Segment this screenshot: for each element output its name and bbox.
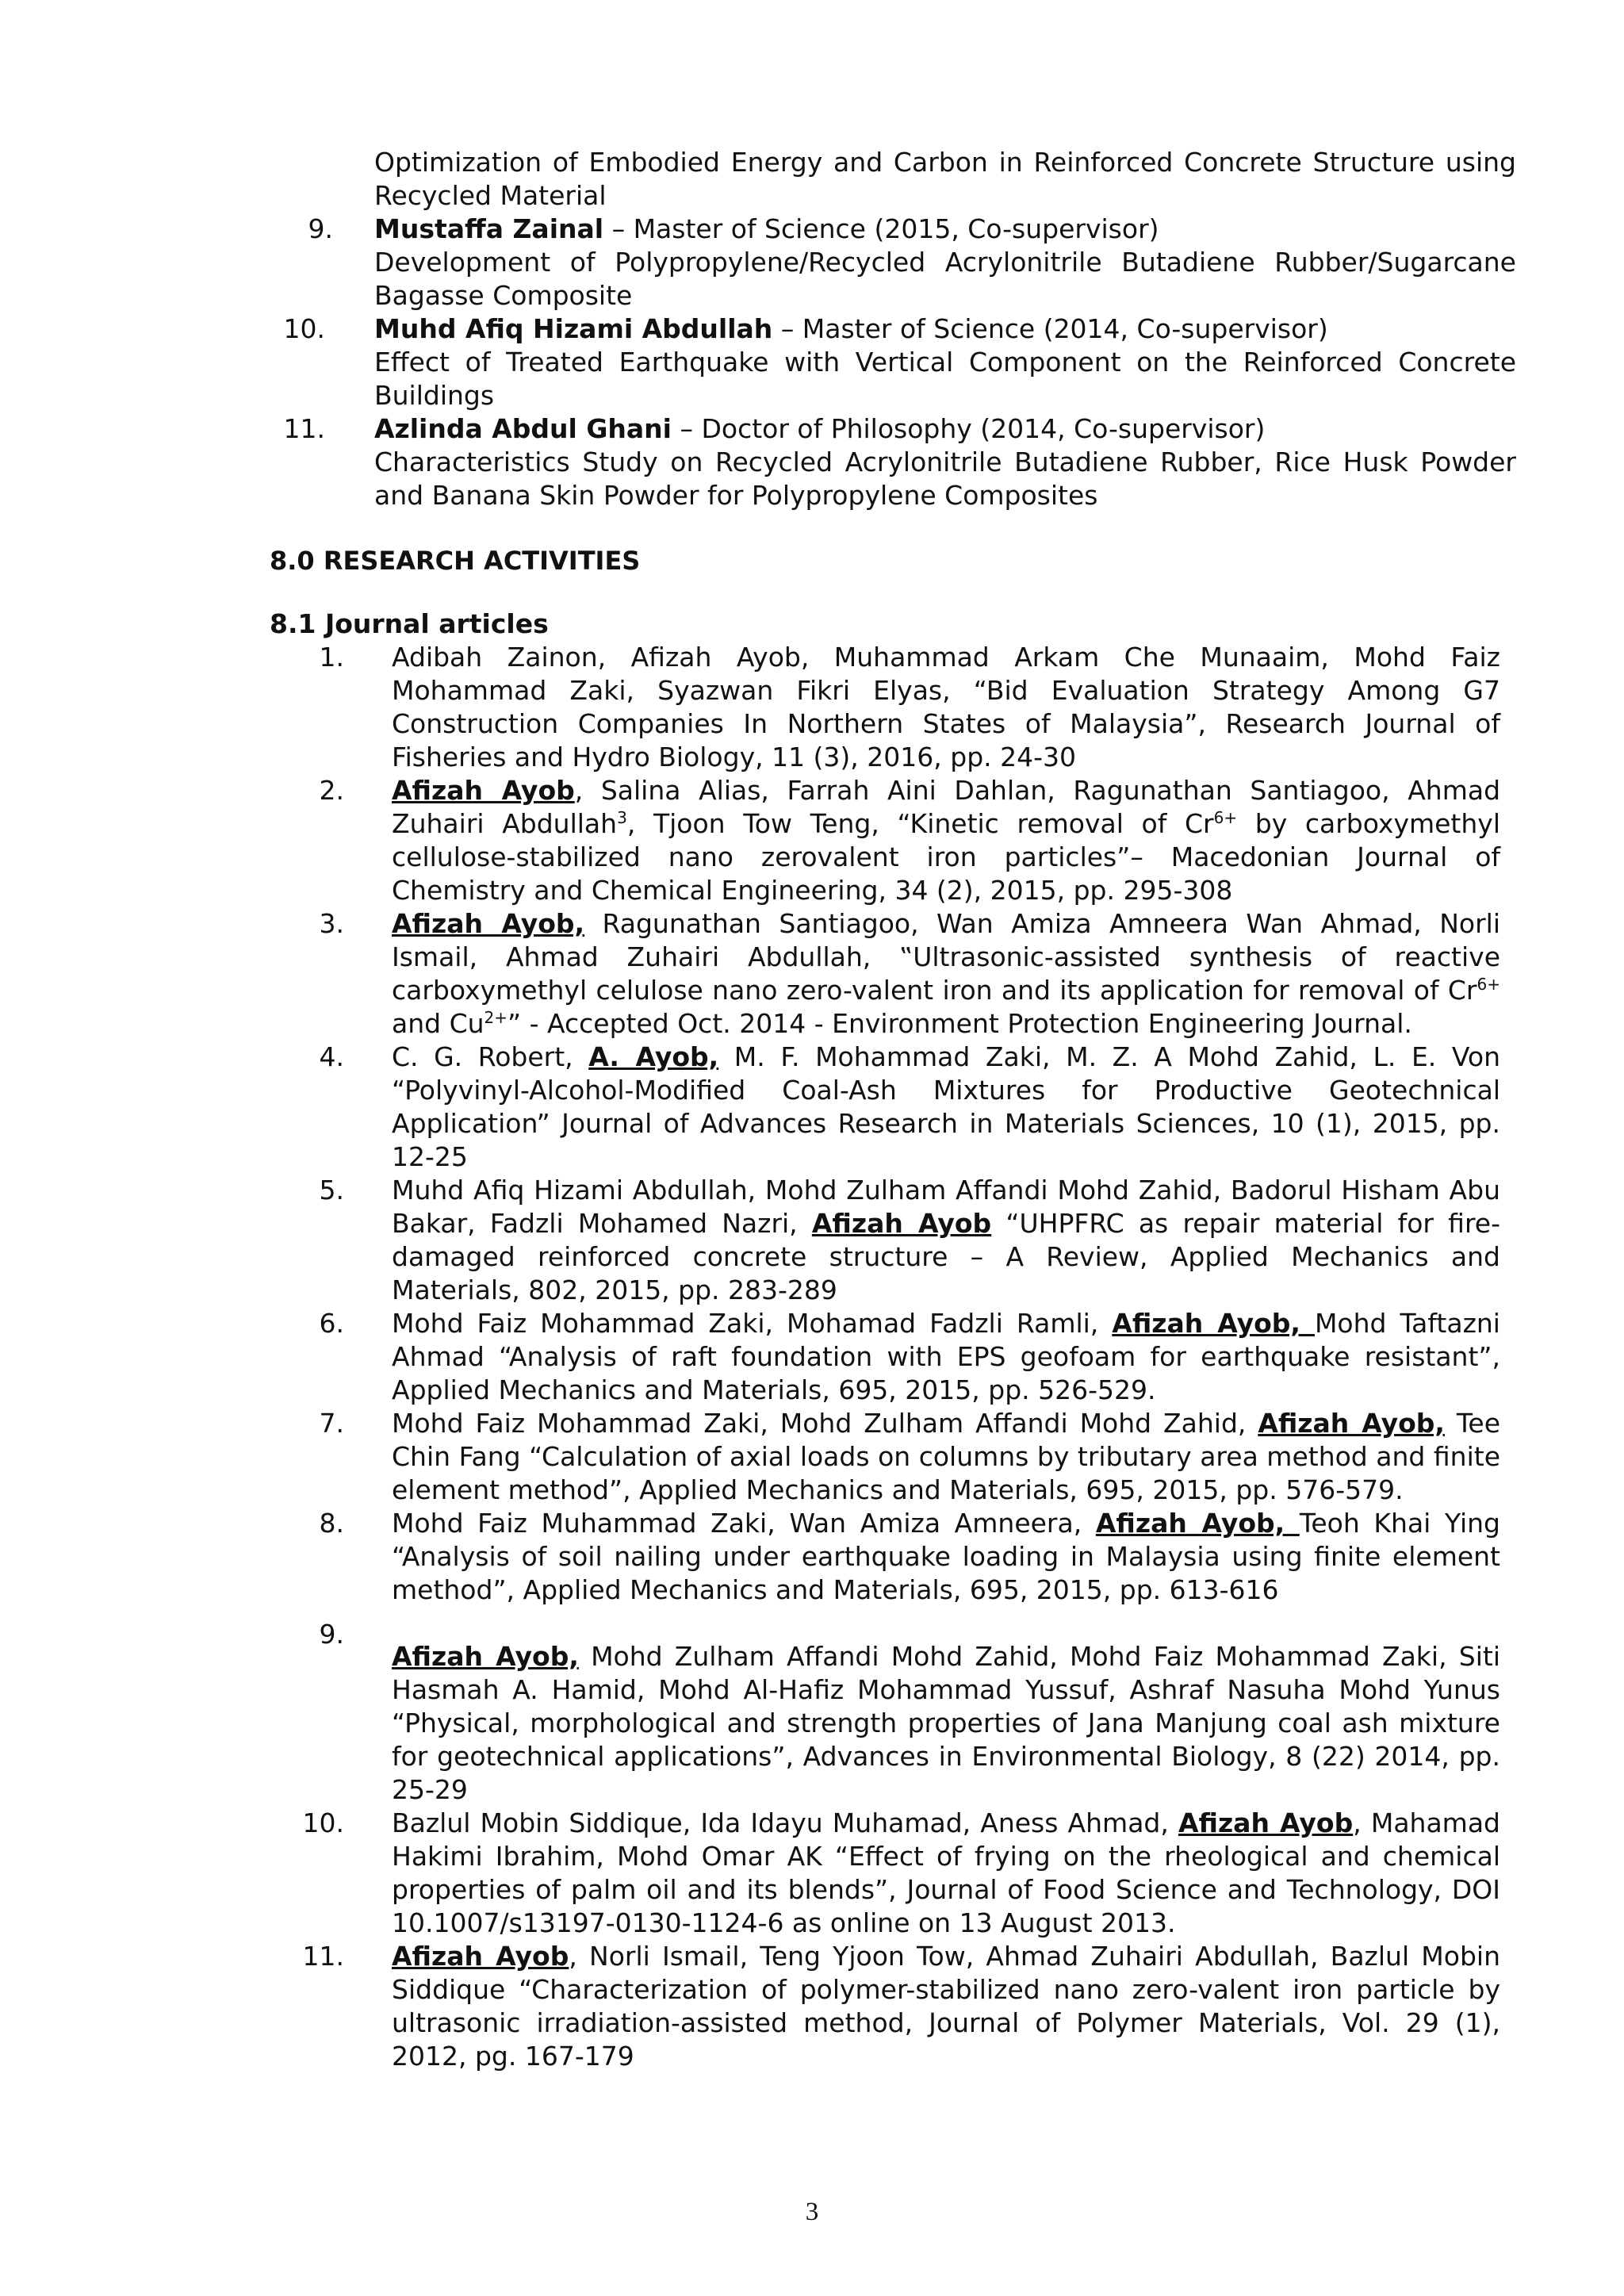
article-citation: Bazlul Mobin Siddique, Ida Idayu Muhamad, Aness Ahmad, bbox=[392, 1807, 1178, 1838]
article-citation: Adibah Zainon, Afizah Ayob, Muhammad Arkam Che Munaaim, Mohd Faiz Mohammad Zaki, Syazwan Fikri Elyas, “Bid Evaluation Strategy Among G7 Construction Companies In Northern States of Malaysia”, Research Journal of Fisheries and Hydro Biology, 11 (3), 2016, pp. 24-30 bbox=[392, 642, 1500, 772]
highlighted-author: Afizah Ayob, bbox=[1112, 1308, 1315, 1339]
item-number: 9. bbox=[308, 213, 333, 244]
article-number: 7. bbox=[319, 1408, 344, 1439]
superscript: 6+ bbox=[1477, 975, 1500, 994]
article-number: 6. bbox=[319, 1308, 344, 1339]
superscript: 3 bbox=[617, 808, 627, 827]
highlighted-author: Afizah Ayob, bbox=[392, 1641, 579, 1672]
article-number: 9. bbox=[319, 1619, 344, 1650]
journal-article bbox=[270, 1307, 1500, 1407]
article-number: 3. bbox=[319, 908, 344, 939]
article-number: 8. bbox=[319, 1508, 344, 1539]
article-citation: Mohd Taftazni Ahmad “Analysis of raft foundation with EPS geofoam for earthquake resistant”, Applied Mechanics and Materials, 695, 2015, pp. 526-529. bbox=[392, 1308, 1500, 1405]
article-citation: M. F. Mohammad Zaki, M. Z. A Mohd Zahid, L. E. Von “Polyvinyl-Alcohol-Modified Coal-Ash Mixtures for Productive Geotechnical Application” Journal of Advances Research in Materials Sciences, 10 (1), 2015, pp. 12-25 bbox=[392, 1041, 1500, 1172]
article-citation: Ragunathan Santiagoo, Wan Amiza Amneera Wan Ahmad, Norli Ismail, Ahmad Zuhairi Abdullah, ‟Ultrasonic-assisted synthesis of reactive carboxymethyl celulose nano zero-valent iron and its application for removal of Cr bbox=[392, 908, 1500, 1006]
article-citation: , Salina Alias, Farrah Aini Dahlan, Ragunathan Santiagoo, Ahmad Zuhairi Abdullah bbox=[392, 775, 1501, 839]
page-number: 3 bbox=[805, 2198, 819, 2226]
article-number: 2. bbox=[319, 775, 344, 806]
highlighted-author: Afizah Ayob bbox=[811, 1208, 992, 1239]
degree-detail: – Master of Science (2015, Co-supervisor) bbox=[603, 213, 1159, 244]
highlighted-author: Afizah Ayob bbox=[392, 775, 575, 806]
article-number: 4. bbox=[319, 1041, 344, 1072]
item-number: 11. bbox=[283, 413, 325, 444]
journal-article bbox=[270, 1619, 1500, 1807]
article-citation: Mohd Faiz Mohammad Zaki, Mohd Zulham Affandi Mohd Zahid, bbox=[392, 1408, 1258, 1439]
article-number: 5. bbox=[319, 1175, 344, 1205]
article-number: 11. bbox=[302, 1941, 344, 1972]
highlighted-author: Afizah Ayob, bbox=[1095, 1508, 1300, 1539]
journal-article bbox=[270, 1940, 1500, 2073]
supervision-item bbox=[262, 412, 1516, 512]
article-citation: Teoh Khai Ying “Analysis of soil nailing under earthquake loading in Malaysia using finite element method”, Applied Mechanics and Materials, 695, 2015, pp. 613-616 bbox=[392, 1508, 1501, 1605]
journal-article bbox=[270, 1807, 1500, 1940]
article-citation: “UHPFRC as repair material for fire-damaged reinforced concrete structure – A Review, Applied Mechanics and Materials, 802, 2015, pp. 283-289 bbox=[392, 1208, 1500, 1305]
article-citation: C. G. Robert, bbox=[392, 1041, 589, 1072]
thesis-title: Effect of Treated Earthquake with Vertical Component on the Reinforced Concrete Buildings bbox=[374, 347, 1516, 411]
superscript: 2+ bbox=[484, 1008, 508, 1027]
journal-article bbox=[270, 907, 1500, 1041]
article-citation: Mohd Zulham Affandi Mohd Zahid, Mohd Faiz Mohammad Zaki, Siti Hasmah A. Hamid, Mohd Al-Hafiz Mohammad Yussuf, Ashraf Nasuha Mohd Yunus “Physical, morphological and strength properties of Jana Manjung coal ash mixture for geotechnical applications”, Advances in Environmental Biology, 8 (22) 2014, pp. 25-29 bbox=[392, 1641, 1500, 1805]
highlighted-author: Afizah Ayob bbox=[1178, 1807, 1354, 1838]
superscript: 6+ bbox=[1213, 808, 1238, 827]
article-citation: , Norli Ismail, Teng Yjoon Tow, Ahmad Zuhairi Abdullah, Bazlul Mobin Siddique “Characterization of polymer-stabilized nano zero-valent iron particle by ultrasonic irradiation-assisted method, Journal of Polymer Materials, Vol. 29 (1), 2012, pg. 167-179 bbox=[392, 1941, 1500, 2072]
item-number: 10. bbox=[283, 313, 325, 344]
journal-article bbox=[270, 1174, 1500, 1307]
degree-detail: – Doctor of Philosophy (2014, Co-supervisor) bbox=[671, 413, 1266, 444]
article-citation: Tee Chin Fang “Calculation of axial loads on columns by tributary area method and finite element method”, Applied Mechanics and Materials, 695, 2015, pp. 576-579. bbox=[392, 1408, 1501, 1505]
journal-article bbox=[270, 1507, 1500, 1607]
supervision-title-continued: Optimization of Embodied Energy and Carbon in Reinforced Concrete Structure using Recycled Material bbox=[374, 147, 1516, 211]
thesis-title: Characteristics Study on Recycled Acrylonitrile Butadiene Rubber, Rice Husk Powder and Banana Skin Powder for Polypropylene Composites bbox=[374, 447, 1516, 511]
supervision-item bbox=[262, 312, 1516, 412]
degree-detail: – Master of Science (2014, Co-supervisor) bbox=[772, 313, 1328, 344]
journal-article bbox=[270, 641, 1500, 774]
journal-article bbox=[270, 1041, 1500, 1174]
journal-article-list bbox=[270, 641, 1500, 2073]
journal-article bbox=[270, 774, 1500, 907]
student-name: Muhd Afiq Hizami Abdullah bbox=[374, 313, 773, 344]
article-number: 10. bbox=[302, 1807, 344, 1838]
subsection-heading: 8.1 Journal articles bbox=[270, 608, 549, 639]
highlighted-author: Afizah Ayob, bbox=[1258, 1408, 1445, 1439]
article-citation: ” - Accepted Oct. 2014 - Environment Protection Engineering Journal. bbox=[508, 1008, 1412, 1039]
section-heading: 8.0 RESEARCH ACTIVITIES bbox=[270, 546, 641, 576]
article-citation: Muhd Afiq Hizami Abdullah, Mohd Zulham Affandi Mohd Zahid, Badorul Hisham Abu Bakar, Fadzli Mohamed Nazri, bbox=[392, 1175, 1500, 1239]
article-citation: Mohd Faiz Mohammad Zaki, Mohamad Fadzli Ramli, bbox=[392, 1308, 1113, 1339]
article-citation: by carboxymethyl cellulose-stabilized nano zerovalent iron particles”– Macedonian Journal of Chemistry and Chemical Engineering, 34 (2), 2015, pp. 295-308 bbox=[392, 808, 1500, 906]
highlighted-author: Afizah Ayob bbox=[392, 1941, 569, 1972]
highlighted-author: Afizah Ayob, bbox=[392, 908, 585, 939]
highlighted-author: A. Ayob, bbox=[588, 1041, 719, 1072]
student-name: Azlinda Abdul Ghani bbox=[374, 413, 672, 444]
supervision-list bbox=[262, 213, 1516, 512]
thesis-title: Development of Polypropylene/Recycled Acrylonitrile Butadiene Rubber/Sugarcane Bagasse Composite bbox=[374, 247, 1516, 311]
article-number: 1. bbox=[319, 642, 344, 673]
article-citation: , Tjoon Tow Teng, “Kinetic removal of Cr bbox=[626, 808, 1214, 839]
article-citation: , Mahamad Hakimi Ibrahim, Mohd Omar AK “Effect of frying on the rheological and chemical properties of palm oil and its blends”, Journal of Food Science and Technology, DOI 10.1007/s13197-0130-1124-6 as online on 13 August 2013. bbox=[392, 1807, 1500, 1938]
journal-article bbox=[270, 1407, 1500, 1507]
student-name: Mustaffa Zainal bbox=[374, 213, 604, 244]
article-citation: and Cu bbox=[392, 1008, 485, 1039]
supervision-item bbox=[262, 213, 1516, 312]
article-citation: Mohd Faiz Muhammad Zaki, Wan Amiza Amneera, bbox=[392, 1508, 1096, 1539]
